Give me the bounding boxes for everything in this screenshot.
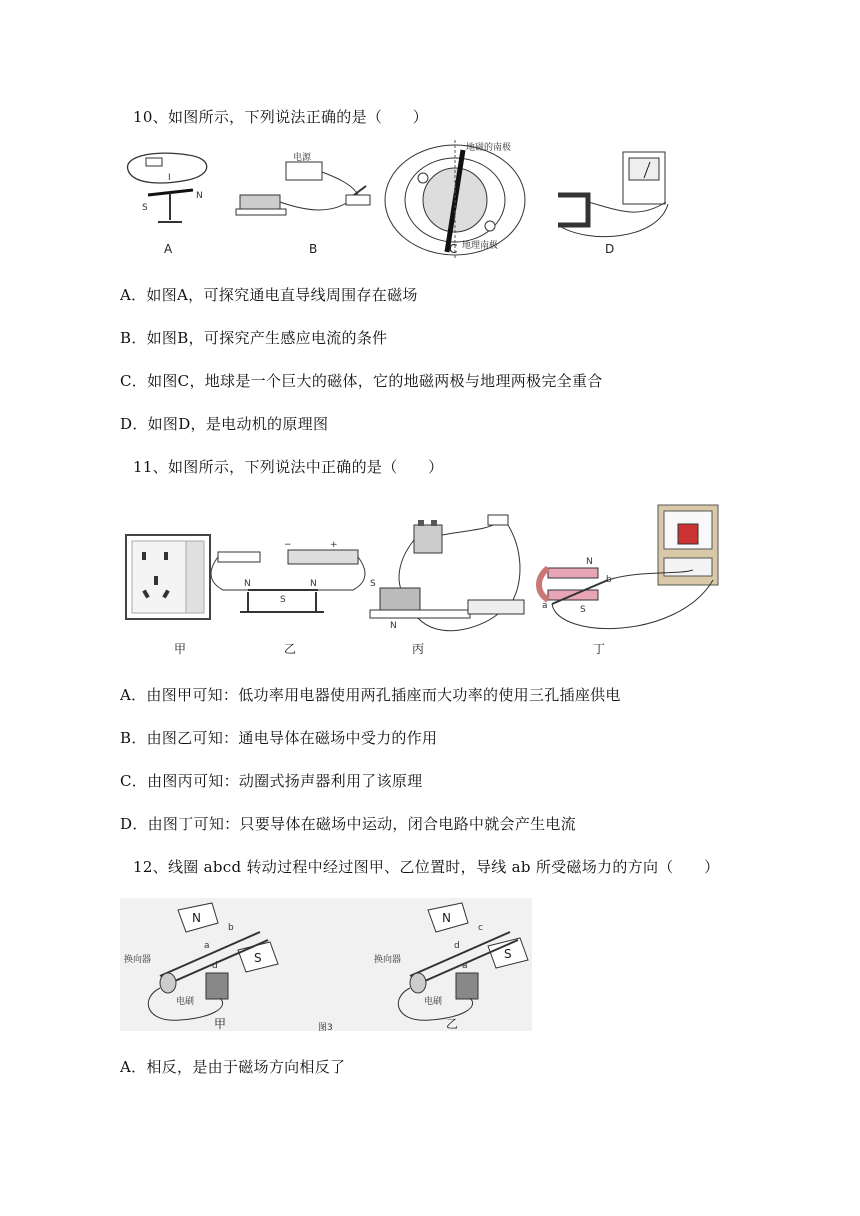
figure-b-circuit — [236, 151, 370, 256]
label-plus: + — [330, 540, 338, 550]
label-a-12-jia: a — [204, 941, 210, 951]
figure-label-yi: 乙 — [284, 642, 297, 656]
q11-option-d[interactable]: D．由图丁可知：只要导体在磁场中运动，闭合电路中就会产生电流 — [120, 815, 577, 833]
figure-label-bing: 丙 — [412, 642, 425, 656]
label-d-12-jia: d — [212, 961, 218, 971]
label-commutator-yi: 换向器 — [374, 955, 402, 965]
label-a-12-yi: a — [462, 961, 468, 971]
question-12-figure — [120, 898, 532, 1031]
label-commutator-jia: 换向器 — [124, 955, 152, 965]
q10-option-c[interactable]: C．如图C，地球是一个巨大的磁体，它的地磁两极与地理两极完全重合 — [120, 372, 603, 390]
q10-option-d[interactable]: D．如图D，是电动机的原理图 — [120, 415, 329, 433]
question-11-figure — [118, 500, 738, 665]
q11-option-a[interactable]: A．由图甲可知：低功率用电器使用两孔插座而大功率的使用三孔插座供电 — [120, 686, 621, 704]
label-minus: − — [284, 540, 292, 550]
q10-option-b[interactable]: B．如图B，可探究产生感应电流的条件 — [120, 329, 388, 347]
figure-jia-socket — [126, 535, 210, 656]
figure-d-induction — [558, 152, 668, 256]
label-s-12-jia: S — [254, 951, 262, 965]
label-i: I — [168, 173, 171, 183]
label-geo-pole: 地理南极 — [462, 241, 499, 251]
figure-label-ding: 丁 — [593, 642, 606, 656]
q11-option-c[interactable]: C．由图丙可知：动圈式扬声器利用了该原理 — [120, 772, 423, 790]
label-n: N — [196, 191, 203, 201]
q10-option-a[interactable]: A．如图A，可探究通电直导线周围存在磁场 — [120, 286, 418, 304]
label-b-ding: b — [606, 575, 612, 585]
label-brush-jia: 电刷 — [176, 997, 195, 1007]
figure-label-d: D — [605, 242, 615, 256]
figure-12-caption: 图3 — [318, 1023, 333, 1031]
label-n-12-jia: N — [192, 911, 201, 925]
label-geo-south: 地磁的南极 — [466, 143, 512, 153]
figure-label-12-jia: 甲 — [214, 1017, 227, 1031]
label-s-bing: S — [370, 579, 376, 589]
question-10-figure — [118, 140, 678, 265]
question-11-stem: 11、如图所示，下列说法中正确的是（ ） — [133, 458, 444, 476]
figure-yi-oersted — [211, 540, 365, 656]
label-brush-yi: 电刷 — [424, 997, 443, 1007]
label-battery: 电源 — [293, 153, 312, 163]
label-n-bing: N — [390, 621, 397, 631]
label-s-ding: S — [580, 605, 586, 615]
figure-a-current-wire — [128, 153, 207, 256]
figure-label-c: C — [449, 242, 458, 256]
figure-ding-induction — [539, 505, 718, 656]
figure-c-earth — [385, 140, 525, 258]
label-c-12-yi: c — [478, 923, 483, 933]
label-s: S — [142, 203, 148, 213]
label-s-12-yi: S — [504, 947, 512, 961]
figure-label-a: A — [164, 242, 173, 256]
q11-option-b[interactable]: B．由图乙可知：通电导体在磁场中受力的作用 — [120, 729, 438, 747]
q12-option-a[interactable]: A．相反，是由于磁场方向相反了 — [120, 1058, 346, 1076]
label-s-yi: S — [280, 595, 286, 605]
question-12-stem: 12、线圈 abcd 转动过程中经过图甲、乙位置时，导线 ab 所受磁场力的方向（ ） — [133, 858, 720, 876]
label-n2-yi: N — [310, 579, 317, 589]
figure-label-12-yi: 乙 — [446, 1017, 459, 1031]
figure-bing-circuit — [370, 515, 524, 656]
question-10-stem: 10、如图所示，下列说法正确的是（ ） — [133, 108, 429, 126]
label-n-ding: N — [586, 557, 593, 567]
label-n-12-yi: N — [442, 911, 451, 925]
figure-label-jia: 甲 — [174, 642, 187, 656]
label-a-ding: a — [542, 601, 548, 611]
figure-label-b: B — [309, 242, 318, 256]
label-n-yi: N — [244, 579, 251, 589]
label-b-12-jia: b — [228, 923, 234, 933]
label-d-12-yi: d — [454, 941, 460, 951]
